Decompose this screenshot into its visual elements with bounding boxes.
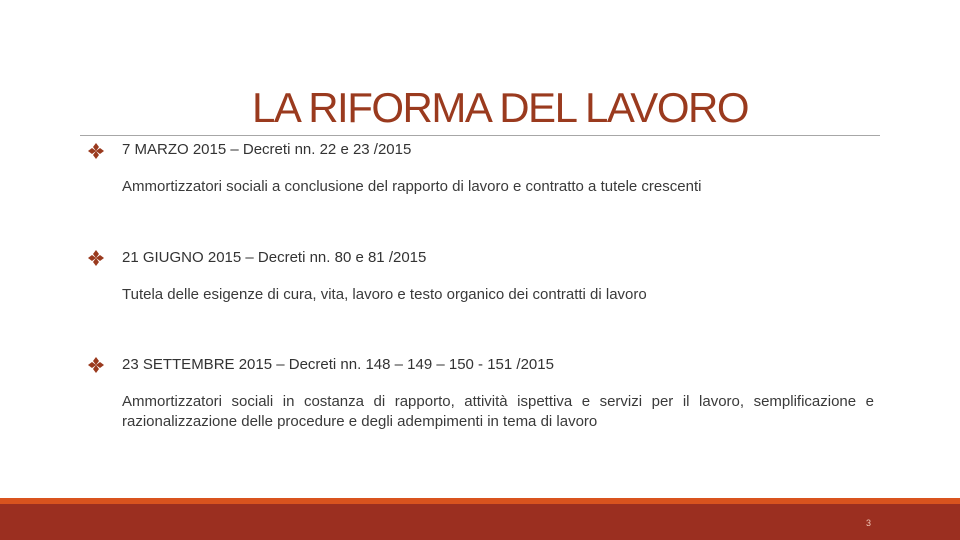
item-description: Ammortizzatori sociali a conclusione del rapporto di lavoro e contratto a tutele crescenti: [122, 178, 702, 195]
footer-bar: [0, 504, 960, 540]
item-description: Ammortizzatori sociali in costanza di rapporto, attività ispettiva e servizi per il lavoro, semplificazione e razionalizzazione delle procedure e degli adempimenti in tema di lavoro: [122, 393, 874, 430]
bullet-diamond-icon: [86, 141, 106, 161]
item-heading: 21 GIUGNO 2015 – Decreti nn. 80 e 81 /2015: [122, 249, 427, 266]
item-description: Tutela delle esigenze di cura, vita, lavoro e testo organico dei contratti di lavoro: [122, 286, 647, 303]
page-number: 3: [866, 518, 872, 528]
slide-title: LA RIFORMA DEL LAVORO: [252, 84, 748, 131]
title-divider: [80, 135, 880, 136]
item-heading: 23 SETTEMBRE 2015 – Decreti nn. 148 – 149 – 150 - 151 /2015: [122, 356, 554, 373]
bullet-diamond-icon: [86, 248, 106, 268]
item-heading: 7 MARZO 2015 – Decreti nn. 22 e 23 /2015: [122, 141, 412, 158]
bullet-diamond-icon: [86, 355, 106, 375]
